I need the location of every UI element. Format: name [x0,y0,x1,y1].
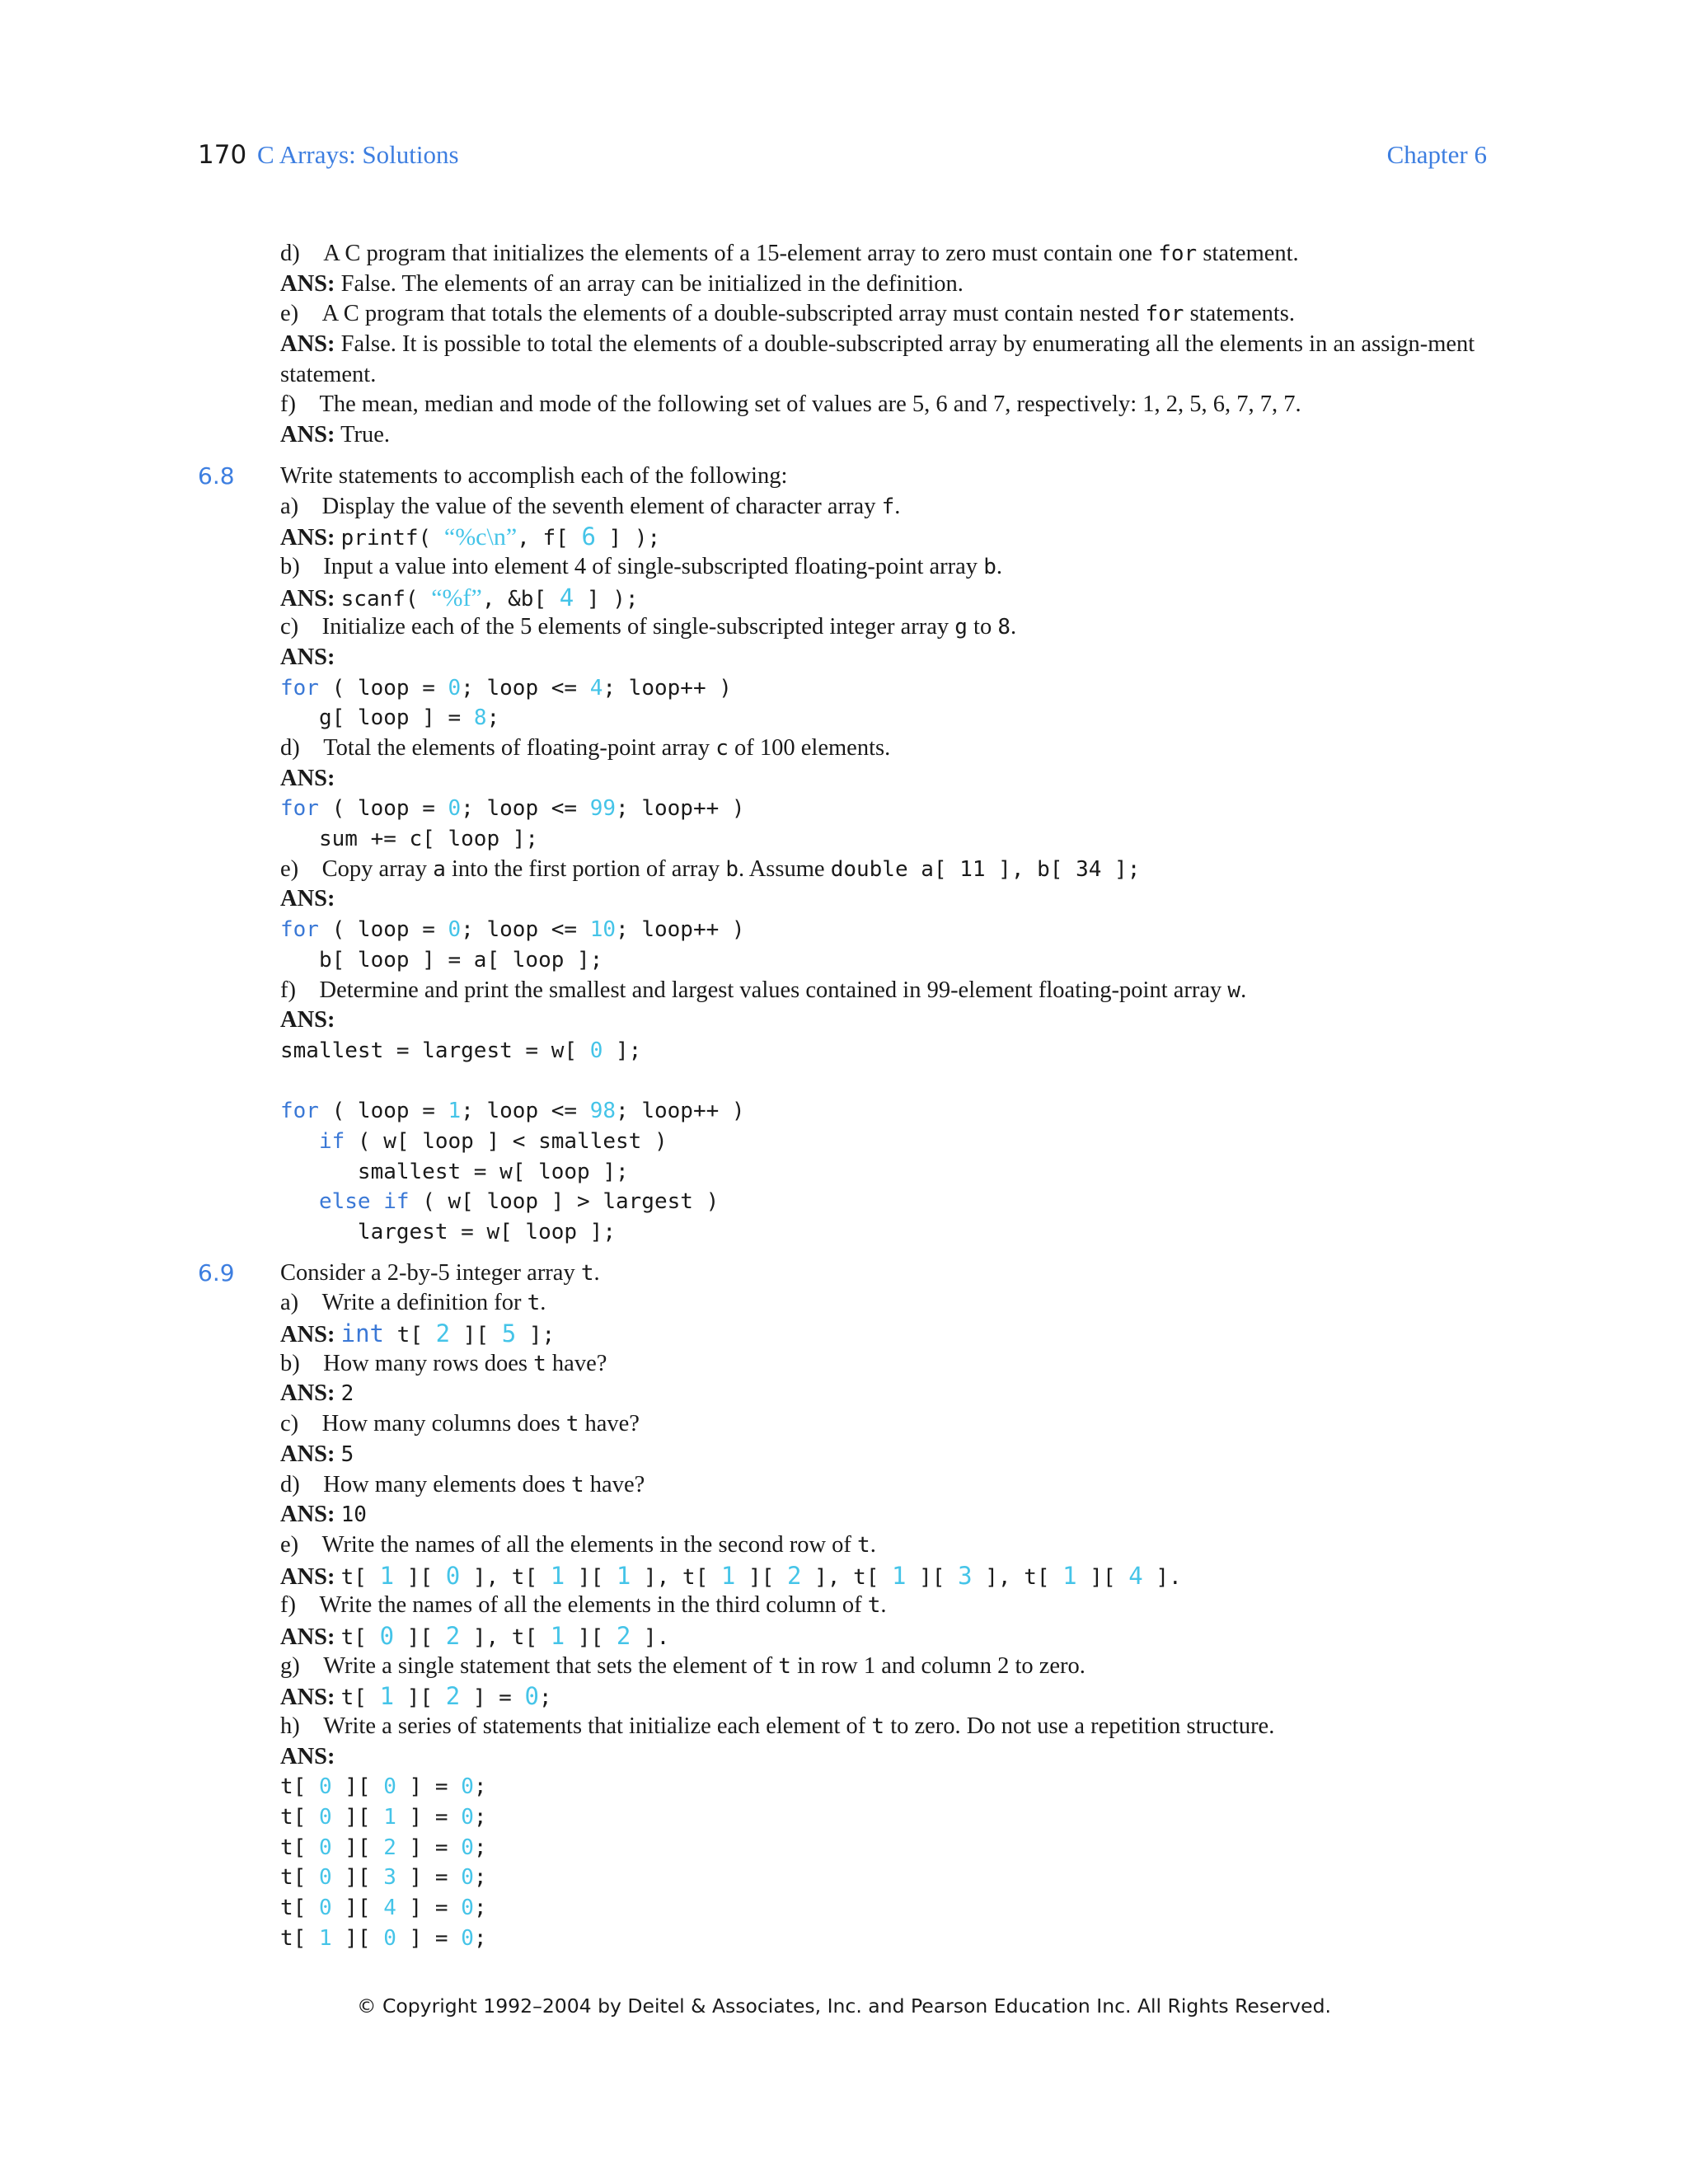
code-line: for ( loop = 0; loop <= 4; loop++ ) [280,675,732,701]
q8-d-text: d) Total the elements of floating-point array c of 100 elements. [280,735,891,762]
code-line: sum += c[ loop ]; [280,827,539,852]
q7-e-answer: ANS: False. It is possible to total the elements of a double-subscripted array by enumerating all the elements in an assign-ment statement. [280,331,1475,387]
q9-intro: Consider a 2-by-5 integer array t. [280,1259,600,1286]
q9-d-answer: ANS: 10 [280,1502,367,1528]
q9-g-answer: ANS: t[ 1 ][ 2 ] = 0; [280,1682,552,1711]
q8-f-answer: ANS: [280,1007,335,1033]
question-number: 6.9 [198,1258,235,1286]
q9-h-answer: ANS: [280,1743,335,1769]
q9-c-answer: ANS: 5 [280,1441,354,1467]
page-body [198,239,1492,1954]
q7-f-answer: ANS: True. [280,422,391,448]
code-line: largest = w[ loop ]; [280,1220,616,1245]
question-6-7-continued [280,239,1492,451]
question-6-9 [198,1258,1492,1954]
q9-a-answer: ANS: int t[ 2 ][ 5 ]; [280,1319,556,1348]
q9-e-text: e) Write the names of all the elements in the second row of t. [280,1531,876,1558]
code-line: t[ 0 ][ 4 ] = 0; [280,1896,487,1921]
question-6-8 [198,462,1492,1248]
q8-b-text: b) Input a value into element 4 of single-subscripted floating-point array b. [280,553,1002,579]
q8-a-text: a) Display the value of the seventh element of character array f. [280,493,901,519]
q7-e-text: e) A C program that totals the elements of a double-subscripted array must contain nested for statements. [280,301,1295,327]
chapter-label: Chapter 6 [1386,140,1487,169]
q8-c-text: c) Initialize each of the 5 elements of single-subscripted integer array g to 8. [280,614,1017,640]
q8-e-text: e) Copy array a into the first portion of array b. Assume double a[ 11 ], b[ 34 ]; [280,855,1141,882]
code-line: g[ loop ] = 8; [280,705,500,731]
running-title: C Arrays: Solutions [257,140,459,169]
code-line: else if ( w[ loop ] > largest ) [318,1189,720,1215]
q9-f-text: f) Write the names of all the elements in the third column of t. [280,1592,887,1619]
q8-a-answer: ANS: printf( “%c\n”, f[ 6 ] ); [280,523,661,551]
q9-b-answer: ANS: 2 [280,1380,354,1407]
q9-g-text: g) Write a single statement that sets the element of t in row 1 and column 2 to zero. [280,1652,1085,1679]
q8-c-answer: ANS: [280,644,335,670]
q7-d-answer: ANS: False. The elements of an array can be initialized in the definition. [280,270,964,297]
q8-d-answer: ANS: [280,765,335,791]
code-line: for ( loop = 0; loop <= 10; loop++ ) [280,917,745,943]
code-line: b[ loop ] = a[ loop ]; [280,947,603,972]
q7-f-text: f) The mean, median and mode of the following set of values are 5, 6 and 7, respectively: 1, 2, 5, 6, 7, 7, 7. [280,391,1301,418]
code-line: if ( w[ loop ] < smallest ) [318,1128,668,1154]
copyright-footer: © Copyright 1992–2004 by Deitel & Associates, Inc. and Pearson Education Inc. All Rights Reserved. [357,1994,1331,2018]
code-line: t[ 0 ][ 2 ] = 0; [280,1835,487,1860]
q7-d-text: d) A C program that initializes the elements of a 15-element array to zero must contain one for statement. [280,241,1299,266]
question-number: 6.8 [198,462,235,490]
q9-e-answer: ANS: t[ 1 ][ 0 ], t[ 1 ][ 1 ], t[ 1 ][ 2 ], t[ 1 ][ 3 ], t[ 1 ][ 4 ]. [280,1561,1182,1590]
q8-intro: Write statements to accomplish each of the following: [280,462,788,489]
code-line: for ( loop = 0; loop <= 99; loop++ ) [280,796,745,822]
code-line: t[ 0 ][ 1 ] = 0; [280,1805,487,1830]
q9-b-text: b) How many rows does t have? [280,1350,607,1376]
q9-c-text: c) How many columns does t have? [280,1411,640,1437]
q8-b-answer: ANS: scanf( “%f”, &b[ 4 ] ); [280,583,639,612]
code-line: for ( loop = 1; loop <= 98; loop++ ) [280,1099,745,1124]
q9-h-text: h) Write a series of statements that initialize each element of t to zero. Do not use a repetition structure. [280,1713,1275,1740]
q9-d-text: d) How many elements does t have? [280,1471,645,1497]
page-number: 170 [198,140,247,170]
code-line: t[ 0 ][ 0 ] = 0; [280,1774,487,1800]
code-line: smallest = w[ loop ]; [280,1159,629,1184]
code-line: smallest = largest = w[ 0 ]; [280,1038,642,1063]
q9-f-answer: ANS: t[ 0 ][ 2 ], t[ 1 ][ 2 ]. [280,1621,670,1650]
code-line: t[ 1 ][ 0 ] = 0; [280,1925,487,1951]
q9-a-text: a) Write a definition for t. [280,1290,546,1316]
q8-e-answer: ANS: [280,886,335,912]
q8-f-text: f) Determine and print the smallest and largest values contained in 99-element floating-point array w. [280,977,1247,1003]
code-line: t[ 0 ][ 3 ] = 0; [280,1865,487,1891]
